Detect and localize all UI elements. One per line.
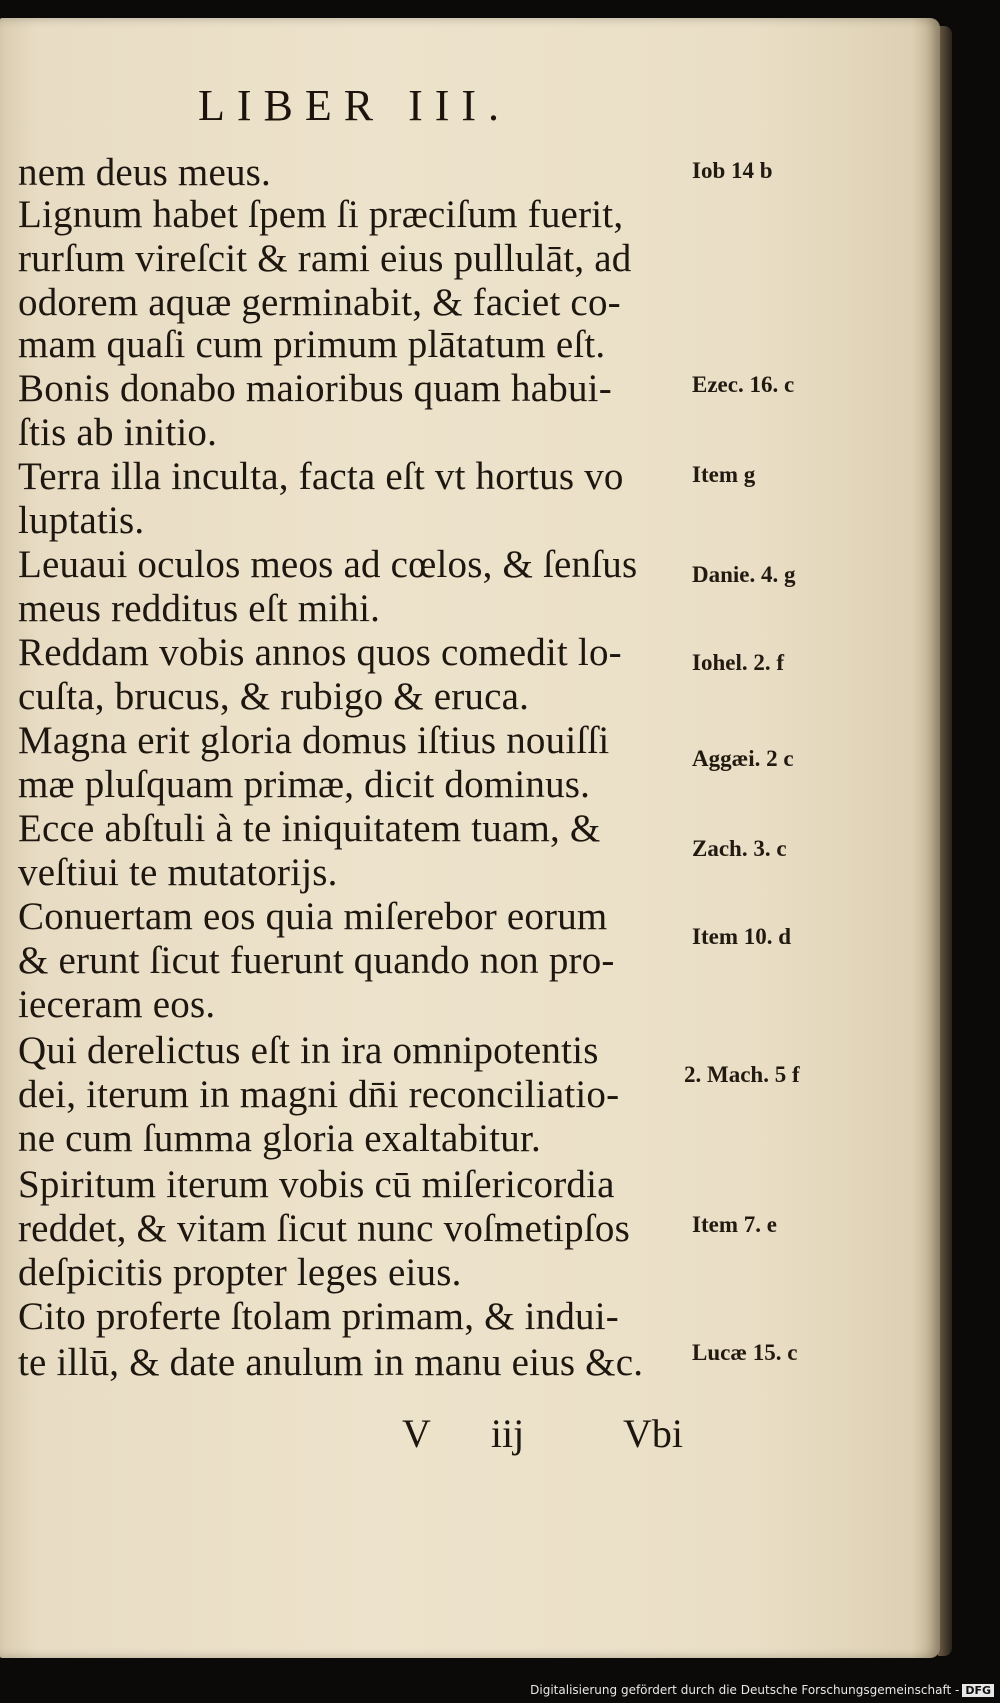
dfg-logo: DFG [962, 1684, 994, 1697]
text-line: Reddam vobis annos quos comedit lo- [18, 631, 622, 674]
margin-note: Iohel. 2. f [692, 650, 784, 675]
catchword: Vbi [623, 1411, 683, 1456]
margin-note: Item 10. d [692, 924, 792, 949]
text-line: Qui derelictus eſt in ira omnipotentis [18, 1029, 599, 1072]
text-line: Ecce abſtuli à te iniquitatem tuam, & [18, 807, 601, 850]
text-line: ieceram eos. [18, 983, 216, 1026]
text-line: & erunt ſicut fuerunt quando non pro- [18, 939, 615, 982]
text-line: Spiritum iterum vobis cū miſericordia [18, 1163, 615, 1206]
text-line: luptatis. [18, 499, 145, 542]
text-line: veſtiui te mutatorijs. [18, 851, 338, 894]
running-header: LIBER III. [198, 81, 512, 130]
text-line: Cito proferte ſtolam primam, & indui- [18, 1295, 619, 1338]
text-line: Leuaui oculos meos ad cœlos, & ſenſus [18, 543, 638, 586]
text-line: nem deus meus. [18, 151, 272, 194]
text-line: deſpicitis propter leges eius. [18, 1251, 462, 1294]
text-line: meus redditus eſt mihi. [18, 587, 381, 630]
margin-note: Zach. 3. c [692, 836, 787, 861]
signature-letter: V [402, 1411, 431, 1456]
text-line: mæ pluſquam primæ, dicit dominus. [18, 763, 591, 806]
text-line: mam quaſi cum primum plātatum eſt. [18, 323, 606, 366]
digitization-credit [530, 1683, 994, 1697]
margin-note: Iob 14 b [692, 158, 773, 183]
text-line: cuſta, brucus, & rubigo & eruca. [18, 675, 530, 718]
text-line: ſtis ab initio. [18, 411, 218, 454]
margin-note: Lucæ 15. c [692, 1340, 798, 1365]
text-line: te illū, & date anulum in manu eius &c. [18, 1341, 644, 1384]
margin-note: Aggæi. 2 c [692, 746, 794, 771]
book-page [0, 18, 940, 1658]
credit-text: Digitalisierung gefördert durch die Deutsche Forschungsgemeinschaft - [530, 1683, 960, 1697]
text-line: dei, iterum in magni dn̄i reconciliatio- [18, 1073, 620, 1116]
signature-mark [402, 1410, 584, 1457]
page-edge [938, 26, 952, 1656]
text-line: Lignum habet ſpem ſi præciſum fuerit, [18, 193, 624, 236]
margin-note: Ezec. 16. c [692, 372, 795, 397]
margin-note: Item 7. e [692, 1212, 777, 1237]
text-line: ne cum ſumma gloria exaltabitur. [18, 1117, 541, 1160]
text-line: reddet, & vitam ſicut nunc voſmetipſos [18, 1207, 630, 1250]
text-line: Terra illa inculta, facta eſt vt hortus vo [18, 455, 624, 498]
margin-note: Danie. 4. g [692, 562, 796, 587]
signature-number: iij [490, 1411, 525, 1456]
text-line: Conuertam eos quia miſerebor eorum [18, 895, 608, 938]
text-line: rurſum vireſcit & rami eius pullulāt, ad [18, 237, 632, 280]
text-line: Bonis donabo maioribus quam habui- [18, 367, 612, 410]
margin-note: 2. Mach. 5 f [684, 1062, 800, 1087]
text-line: odorem aquæ germinabit, & faciet co- [18, 281, 621, 324]
text-line: Magna erit gloria domus iſtius nouiſſi [18, 719, 610, 762]
margin-note: Item g [692, 462, 756, 487]
